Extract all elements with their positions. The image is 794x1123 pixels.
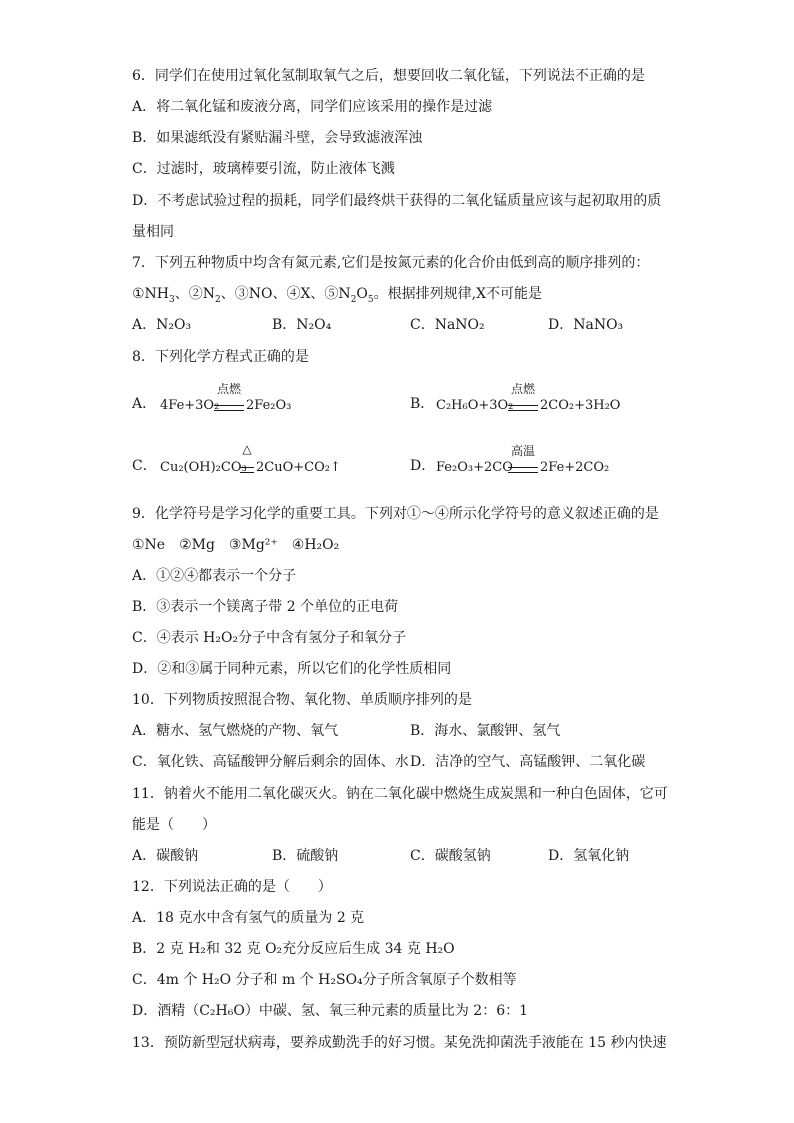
q10-option-d: D．洁净的空气、高锰酸钾、二氧化碳 xyxy=(410,754,646,770)
q10-stem: 10．下列物质按照混合物、氧化物、单质顺序排列的是 xyxy=(132,692,472,708)
q8-d-label: D． xyxy=(410,458,436,474)
q8-option-c xyxy=(132,437,382,477)
q8-d-rhs: 2Fe+2CO₂ xyxy=(540,460,610,475)
q9-stem: 9．化学符号是学习化学的重要工具。下列对①～④所示化学符号的意义叙述正确的是 xyxy=(132,506,659,522)
q8-b-arrow xyxy=(508,382,538,411)
q7-option-b: B．N₂O₄ xyxy=(272,317,332,333)
q8-a-condition: 点燃 xyxy=(216,382,241,396)
q7-seq-1: ①NH xyxy=(132,286,170,302)
q6-option-c: C．过滤时，玻璃棒要引流，防止液体飞溅 xyxy=(132,161,395,177)
q6-option-b: B．如果滤纸没有紧贴漏斗壁，会导致滤液浑浊 xyxy=(132,130,423,146)
q8-option-a xyxy=(132,375,382,415)
q6-option-d-line2: 量相同 xyxy=(132,224,174,240)
q8-option-d xyxy=(410,437,660,477)
q7-option-d: D．NaNO₃ xyxy=(548,317,624,333)
q10-option-b: B．海水、氯酸钾、氢气 xyxy=(410,723,561,739)
q12-option-c: C．4m 个 H₂O 分子和 m 个 H₂SO₄分子所含氧原子个数相等 xyxy=(132,972,517,988)
q11-option-d: D．氢氧化钠 xyxy=(548,848,630,864)
q8-a-rhs: 2Fe₂O₃ xyxy=(246,398,292,413)
q12-option-d: D．酒精（C₂H₆O）中碳、氢、氧三种元素的质量比为 2：6：1 xyxy=(132,1003,529,1019)
q8-d-condition: 高温 xyxy=(510,444,535,458)
q11-option-c: C．碳酸氢钠 xyxy=(410,848,491,864)
q10-option-a: A．糖水、氢气燃烧的产物、氧气 xyxy=(132,723,339,739)
q8-option-b xyxy=(410,375,660,415)
q6-option-d-line1: D．不考虑试验过程的损耗，同学们最终烘干获得的二氧化锰质量应该与起初取用的质 xyxy=(132,193,662,209)
q8-a-label: A． xyxy=(132,396,157,412)
q7-option-c: C．NaNO₂ xyxy=(410,317,485,333)
q12-option-b: B．2 克 H₂和 32 克 O₂充分反应后生成 34 克 H₂O xyxy=(132,941,455,957)
q9-option-c: C．④表示 H₂O₂分子中含有氢分子和氧分子 xyxy=(132,630,407,646)
q9-option-d: D．②和③属于同种元素，所以它们的化学性质相同 xyxy=(132,661,452,677)
q8-b-rhs: 2CO₂+3H₂O xyxy=(540,398,621,413)
q8-d-lhs: Fe₂O₃+2CO xyxy=(436,460,513,475)
q7-stem: 7．下列五种物质中均含有氮元素,它们是按氮元素的化合价由低到高的顺序排列的： xyxy=(132,255,650,271)
q9-option-a: A．①②④都表示一个分子 xyxy=(132,568,297,584)
q8-c-label: C． xyxy=(132,458,157,474)
q7-seq-end: 。根据排列规律,X不可能是 xyxy=(373,286,543,302)
q9-symbols: ①Ne ②Mg ③Mg²⁺ ④H₂O₂ xyxy=(132,537,340,553)
q8-d-arrow xyxy=(508,444,538,473)
q8-stem: 8．下列化学方程式正确的是 xyxy=(132,349,309,365)
q8-b-label: B． xyxy=(410,396,435,412)
q9-option-b: B．③表示一个镁离子带 2 个单位的正电荷 xyxy=(132,599,399,615)
q8-c-rhs: 2CuO+CO₂↑ xyxy=(256,460,341,475)
q8-a-lhs: 4Fe+3O₂ xyxy=(160,398,220,413)
q10-option-c: C．氧化铁、高锰酸钾分解后剩余的固体、水 xyxy=(132,754,409,770)
q12-option-a: A．18 克水中含有氢气的质量为 2 克 xyxy=(132,910,365,926)
q8-c-lhs: Cu₂(OH)₂CO₃ xyxy=(160,460,247,475)
q8-c-arrow xyxy=(240,442,254,473)
q6-option-a: A．将二氧化锰和废液分离，同学们应该采用的操作是过滤 xyxy=(132,99,493,115)
q8-b-lhs: C₂H₆O+3O₂ xyxy=(436,398,514,413)
q11-stem-line1: 11．钠着火不能用二氧化碳灭火。钠在二氧化碳中燃烧生成炭黑和一种白色固体，它可 xyxy=(132,786,668,802)
q8-c-condition: △ xyxy=(242,442,252,456)
q11-option-b: B．硫酸钠 xyxy=(272,848,339,864)
q13-stem: 13．预防新型冠状病毒，要养成勤洗手的好习惯。某免洗抑菌洗手液能在 15 秒内快速 xyxy=(132,1035,667,1051)
q6-stem: 6．同学们在使用过氧化氢制取氧气之后，想要回收二氧化锰，下列说法不正确的是 xyxy=(132,68,645,84)
q7-option-a: A．N₂O₃ xyxy=(132,317,192,333)
q11-stem-line2: 能是（ ） xyxy=(132,817,216,833)
q11-option-a: A．碳酸钠 xyxy=(132,848,199,864)
q7-seq-3: 、③NO、④X、⑤N xyxy=(220,286,351,302)
q8-a-arrow xyxy=(214,382,244,411)
q7-seq-2: 、②N xyxy=(174,286,215,302)
q7-sequence: $①NH_3$、$②N_2$、③NO、④X、$⑤N_2O_5$。根据排列规律,X不可能是 xyxy=(132,286,543,305)
q8-b-condition: 点燃 xyxy=(510,382,535,396)
q12-stem: 12．下列说法正确的是（ ） xyxy=(132,879,332,895)
